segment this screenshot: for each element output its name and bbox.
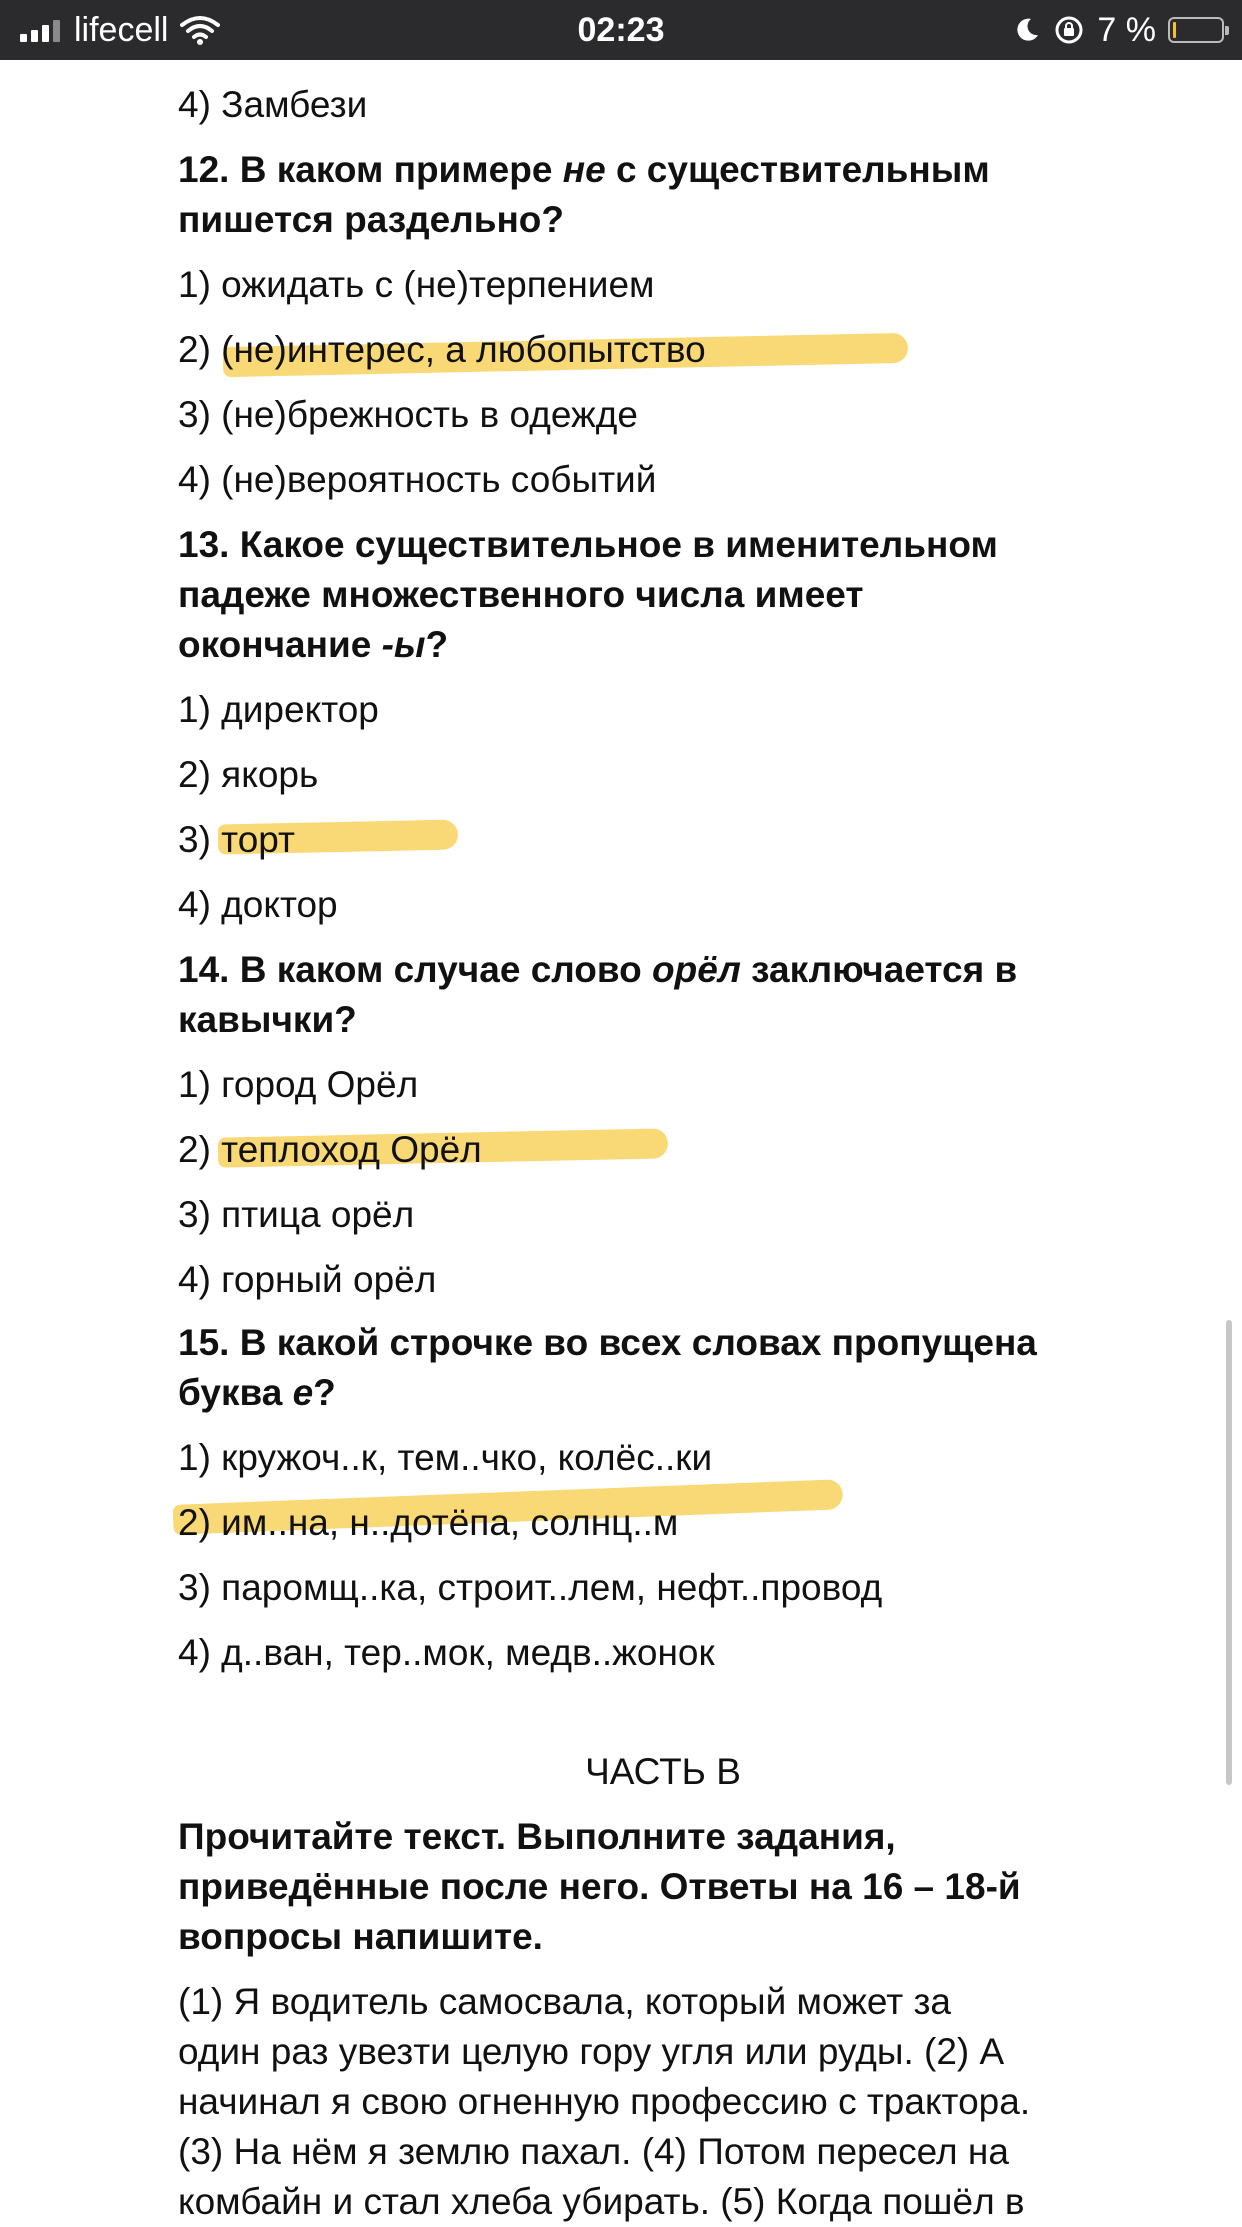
q15-title-em: е	[292, 1372, 314, 1413]
q12-title-b: с существительным	[615, 149, 990, 190]
part-b-instruction-3: вопросы напишите.	[178, 1916, 543, 1957]
text-line-3: начинал я свою огненную профессию с трактора.	[178, 2081, 1031, 2122]
q13-title-d: ?	[425, 624, 449, 665]
q15-option-1: 1) кружоч..к, тем..чко, колёс..ки	[178, 1437, 713, 1478]
q14-title-line-2: кавычки?	[178, 999, 357, 1040]
q14-number: 14.	[178, 949, 230, 990]
q13-option-4: 4) доктор	[178, 884, 338, 925]
part-b-instruction-2: приведённые после него. Ответы на 16 – 18-й	[178, 1866, 1021, 1907]
q14-title-a: В каком случае слово	[239, 949, 642, 990]
q13-option-2: 2) якорь	[178, 754, 319, 795]
clock: 02:23	[577, 11, 665, 49]
q13-title-line-1	[178, 520, 998, 570]
moon-icon	[1013, 16, 1041, 44]
battery-level-fill	[1173, 22, 1176, 38]
q15-title-b: буква	[178, 1372, 283, 1413]
q12-title-line-2: пишется раздельно?	[178, 199, 564, 240]
q12-option-4: 4) (не)вероятность событий	[178, 459, 657, 500]
q15-title-a: В какой строчке во всех словах пропущена	[239, 1322, 1037, 1363]
q12-title-line-1	[178, 145, 990, 195]
q13-title-a: Какое существительное в именительном	[239, 524, 998, 565]
status-right	[1013, 0, 1224, 60]
q14-option-3: 3) птица орёл	[178, 1194, 415, 1235]
q13-title-c: окончание	[178, 624, 372, 665]
q14-option-4: 4) горный орёл	[178, 1259, 437, 1300]
battery-percent: 7 %	[1097, 10, 1156, 49]
part-b-instruction-1: Прочитайте текст. Выполните задания,	[178, 1816, 896, 1857]
q14-option-1: 1) город Орёл	[178, 1064, 419, 1105]
text-line-2: один раз увезти целую гору угля или руды. (2) А	[178, 2031, 1005, 2072]
q14-option-2: 2) теплоход Орёл	[178, 1129, 482, 1170]
rotation-lock-icon	[1053, 14, 1085, 46]
battery-icon	[1168, 17, 1224, 43]
q14-title-line-1	[178, 945, 1017, 995]
q13-option-1: 1) директор	[178, 689, 379, 730]
q12-title-a: В каком примере	[239, 149, 553, 190]
q15-option-4: 4) д..ван, тер..мок, медв..жонок	[178, 1632, 715, 1673]
q12-title-em: не	[562, 149, 606, 190]
q14-title-em: орёл	[652, 949, 741, 990]
text-line-4: (3) На нём я землю пахал. (4) Потом пересел на	[178, 2131, 1009, 2172]
carrier-name: lifecell	[74, 10, 169, 49]
q13-number: 13.	[178, 524, 230, 565]
q12-option-1: 1) ожидать с (не)терпением	[178, 264, 655, 305]
part-b-heading: ЧАСТЬ В	[585, 1751, 741, 1792]
q15-title-line-2	[178, 1368, 336, 1418]
q15-option-2: 2) им..на, н..дотёпа, солнц..м	[178, 1502, 679, 1543]
q12-number: 12.	[178, 149, 230, 190]
q13-title-line-2: падеже множественного числа имеет	[178, 574, 864, 615]
q12-option-3: 3) (не)брежность в одежде	[178, 394, 638, 435]
q15-option-3: 3) паромщ..ка, строит..лем, нефт..провод	[178, 1567, 883, 1608]
text-line-1: (1) Я водитель самосвала, который может за	[178, 1981, 951, 2022]
q15-title-line-1	[178, 1318, 1037, 1368]
scrollbar-thumb[interactable]	[1226, 1320, 1232, 1785]
q13-title-line-3	[178, 620, 448, 670]
q13-option-3: 3) торт	[178, 819, 295, 860]
q15-title-c: ?	[313, 1372, 336, 1413]
text-line-5: комбайн и стал хлеба убирать. (5) Когда пошёл в	[178, 2181, 1025, 2222]
status-bar	[0, 0, 1242, 60]
q15-number: 15.	[178, 1322, 230, 1363]
q12-option-2: 2) (не)интерес, а любопытство	[178, 329, 706, 370]
q13-title-em: -ы	[381, 624, 426, 665]
q14-title-b: заключается в	[751, 949, 1018, 990]
q11-option-4: 4) Замбези	[178, 84, 368, 125]
